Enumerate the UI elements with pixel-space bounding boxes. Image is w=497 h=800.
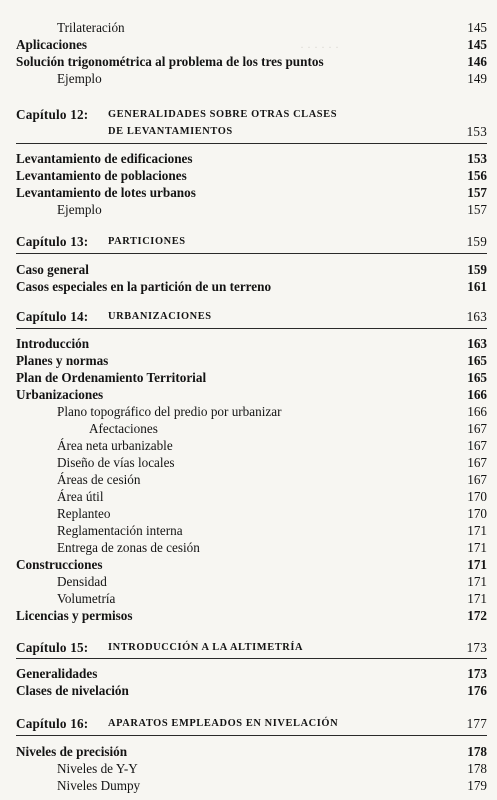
toc-entry-area-util[interactable] (0, 489, 497, 505)
entry-title: Aplicaciones (16, 37, 88, 52)
toc-entry-clases-nivelacion[interactable] (0, 683, 497, 699)
entry-page: 173 (466, 640, 487, 655)
entry-page: 171 (467, 557, 487, 572)
chapter-title: GENERALIDADES SOBRE OTRAS CLASES (108, 109, 338, 120)
entry-page: 178 (467, 761, 487, 776)
entry-page: 178 (467, 744, 487, 759)
entry-page: 153 (467, 151, 487, 166)
toc-entry-ejemplo[interactable] (0, 202, 497, 218)
toc-entry-area-neta[interactable] (0, 438, 497, 454)
entry-title: Niveles Dumpy (57, 778, 141, 793)
toc-entry-replanteo[interactable] (0, 506, 497, 522)
show-through-text: · · · · · · (300, 40, 339, 54)
chapter-14-heading[interactable] (0, 309, 497, 325)
entry-page: 167 (467, 455, 487, 470)
toc-entry-reglamentacion[interactable] (0, 523, 497, 539)
entry-page: 179 (467, 778, 487, 793)
toc-entry-generalidades[interactable] (0, 666, 497, 682)
entry-page: 171 (467, 523, 487, 538)
toc-entry-urbanizaciones[interactable] (0, 387, 497, 403)
toc-entry-niveles-dumpy[interactable] (0, 778, 497, 794)
toc-entry-planes[interactable] (0, 353, 497, 369)
chapter-13-heading[interactable] (0, 234, 497, 250)
toc-entry-niveles-yy[interactable] (0, 761, 497, 777)
toc-entry-volumetria[interactable] (0, 591, 497, 607)
entry-page: 173 (467, 666, 487, 681)
entry-page: 171 (467, 591, 487, 606)
entry-page: 172 (467, 608, 487, 623)
entry-title: Solución trigonométrica al problema de los tres puntos (16, 54, 324, 69)
entry-title: Levantamiento de poblaciones (16, 168, 187, 183)
toc-entry-lev-lotes[interactable] (0, 185, 497, 201)
entry-title: Introducción (16, 336, 90, 351)
chapter-title: APARATOS EMPLEADOS EN NIVELACIÓN (108, 718, 339, 729)
toc-entry-entrega-zonas[interactable] (0, 540, 497, 556)
toc-entry-ejemplo[interactable] (0, 71, 497, 87)
chapter-title: DE LEVANTAMIENTOS (108, 126, 233, 137)
entry-title: Ejemplo (57, 71, 102, 86)
entry-title: Volumetría (57, 591, 116, 606)
entry-title: Planes y normas (16, 353, 109, 368)
entry-title: Clases de nivelación (16, 683, 129, 698)
entry-title: Entrega de zonas de cesión (57, 540, 200, 555)
chapter-title: INTRODUCCIÓN A LA ALTIMETRÍA (108, 642, 304, 653)
entry-page: 177 (466, 716, 487, 731)
toc-entry-aplicaciones[interactable] (0, 37, 497, 53)
entry-title: Ejemplo (57, 202, 102, 217)
entry-title: Levantamiento de edificaciones (16, 151, 193, 166)
toc-entry-lev-edificaciones[interactable] (0, 151, 497, 167)
chapter-label: Capítulo 15: (16, 640, 89, 655)
chapter-label: Capítulo 13: (16, 234, 89, 249)
entry-title: Niveles de Y-Y (57, 761, 138, 776)
chapter-label: Capítulo 14: (16, 309, 89, 324)
toc-entry-construcciones[interactable] (0, 557, 497, 573)
chapter-title: URBANIZACIONES (108, 311, 212, 322)
entry-page: 170 (467, 506, 487, 521)
entry-title: Trilateración (57, 20, 125, 35)
entry-page: 165 (467, 353, 487, 368)
chapter-title: PARTICIONES (108, 236, 186, 247)
entry-title: Casos especiales en la partición de un terreno (16, 279, 272, 294)
entry-title: Replanteo (57, 506, 111, 521)
toc-entry-licencias[interactable] (0, 608, 497, 624)
chapter-12-heading[interactable] (0, 107, 497, 123)
entry-title: Generalidades (16, 666, 98, 681)
entry-page: 156 (467, 168, 487, 183)
toc-entry-solucion[interactable] (0, 54, 497, 70)
toc-entry-afectaciones[interactable] (0, 421, 497, 437)
entry-page: 159 (467, 262, 487, 277)
entry-page: 163 (467, 336, 487, 351)
entry-page: 167 (467, 438, 487, 453)
chapter-label: Capítulo 12: (16, 107, 89, 122)
entry-page: 171 (467, 574, 487, 589)
toc-entry-casos-especiales[interactable] (0, 279, 497, 295)
entry-page: 145 (467, 20, 487, 35)
entry-page: 157 (467, 202, 487, 217)
chapter-label: Capítulo 16: (16, 716, 89, 731)
entry-page: 167 (467, 421, 487, 436)
entry-title: Reglamentación interna (57, 523, 183, 538)
entry-page: 165 (467, 370, 487, 385)
entry-title: Diseño de vías locales (57, 455, 175, 470)
entry-title: Urbanizaciones (16, 387, 104, 402)
entry-page: 176 (467, 683, 487, 698)
chapter-divider (16, 735, 487, 736)
chapter-divider (16, 328, 487, 329)
entry-page: 161 (467, 279, 487, 294)
entry-title: Niveles de precisión (16, 744, 128, 759)
entry-title: Áreas de cesión (57, 472, 141, 487)
entry-title: Caso general (16, 262, 89, 277)
entry-page: 167 (467, 472, 487, 487)
entry-title: Densidad (57, 574, 107, 589)
entry-page: 163 (466, 309, 487, 324)
toc-entry-plano-topografico[interactable] (0, 404, 497, 420)
entry-page: 159 (466, 234, 487, 249)
toc-entry-trilateracion[interactable] (0, 20, 497, 36)
entry-page: 171 (467, 540, 487, 555)
entry-page: 166 (467, 387, 487, 402)
entry-title: Plan de Ordenamiento Territorial (16, 370, 207, 385)
entry-title: Construcciones (16, 557, 103, 572)
entry-title: Licencias y permisos (16, 608, 133, 623)
toc-entry-caso-general[interactable] (0, 262, 497, 278)
entry-page: 153 (466, 124, 487, 139)
entry-page: 146 (467, 54, 487, 69)
toc-entry-introduccion[interactable] (0, 336, 497, 352)
entry-page: 170 (467, 489, 487, 504)
entry-title: Plano topográfico del predio por urbanizar (57, 404, 282, 419)
chapter-16-heading[interactable] (0, 716, 497, 732)
toc-entry-lev-poblaciones[interactable] (0, 168, 497, 184)
entry-title: Área útil (57, 489, 104, 504)
entry-page: 166 (467, 404, 487, 419)
chapter-divider (16, 658, 487, 659)
toc-entry-diseno-vias[interactable] (0, 455, 497, 471)
chapter-divider (16, 143, 487, 144)
chapter-15-heading[interactable] (0, 640, 497, 656)
entry-title: Levantamiento de lotes urbanos (16, 185, 196, 200)
toc-entry-plan-ordenamiento[interactable] (0, 370, 497, 386)
toc-entry-densidad[interactable] (0, 574, 497, 590)
entry-title: Afectaciones (89, 421, 158, 436)
toc-entry-areas-cesion[interactable] (0, 472, 497, 488)
chapter-divider (16, 253, 487, 254)
chapter-12-heading-cont (0, 124, 497, 140)
entry-page: 157 (467, 185, 487, 200)
toc-entry-niveles-precision[interactable] (0, 744, 497, 760)
entry-page: 145 (467, 37, 487, 52)
entry-title: Área neta urbanizable (57, 438, 173, 453)
entry-page: 149 (467, 71, 487, 86)
